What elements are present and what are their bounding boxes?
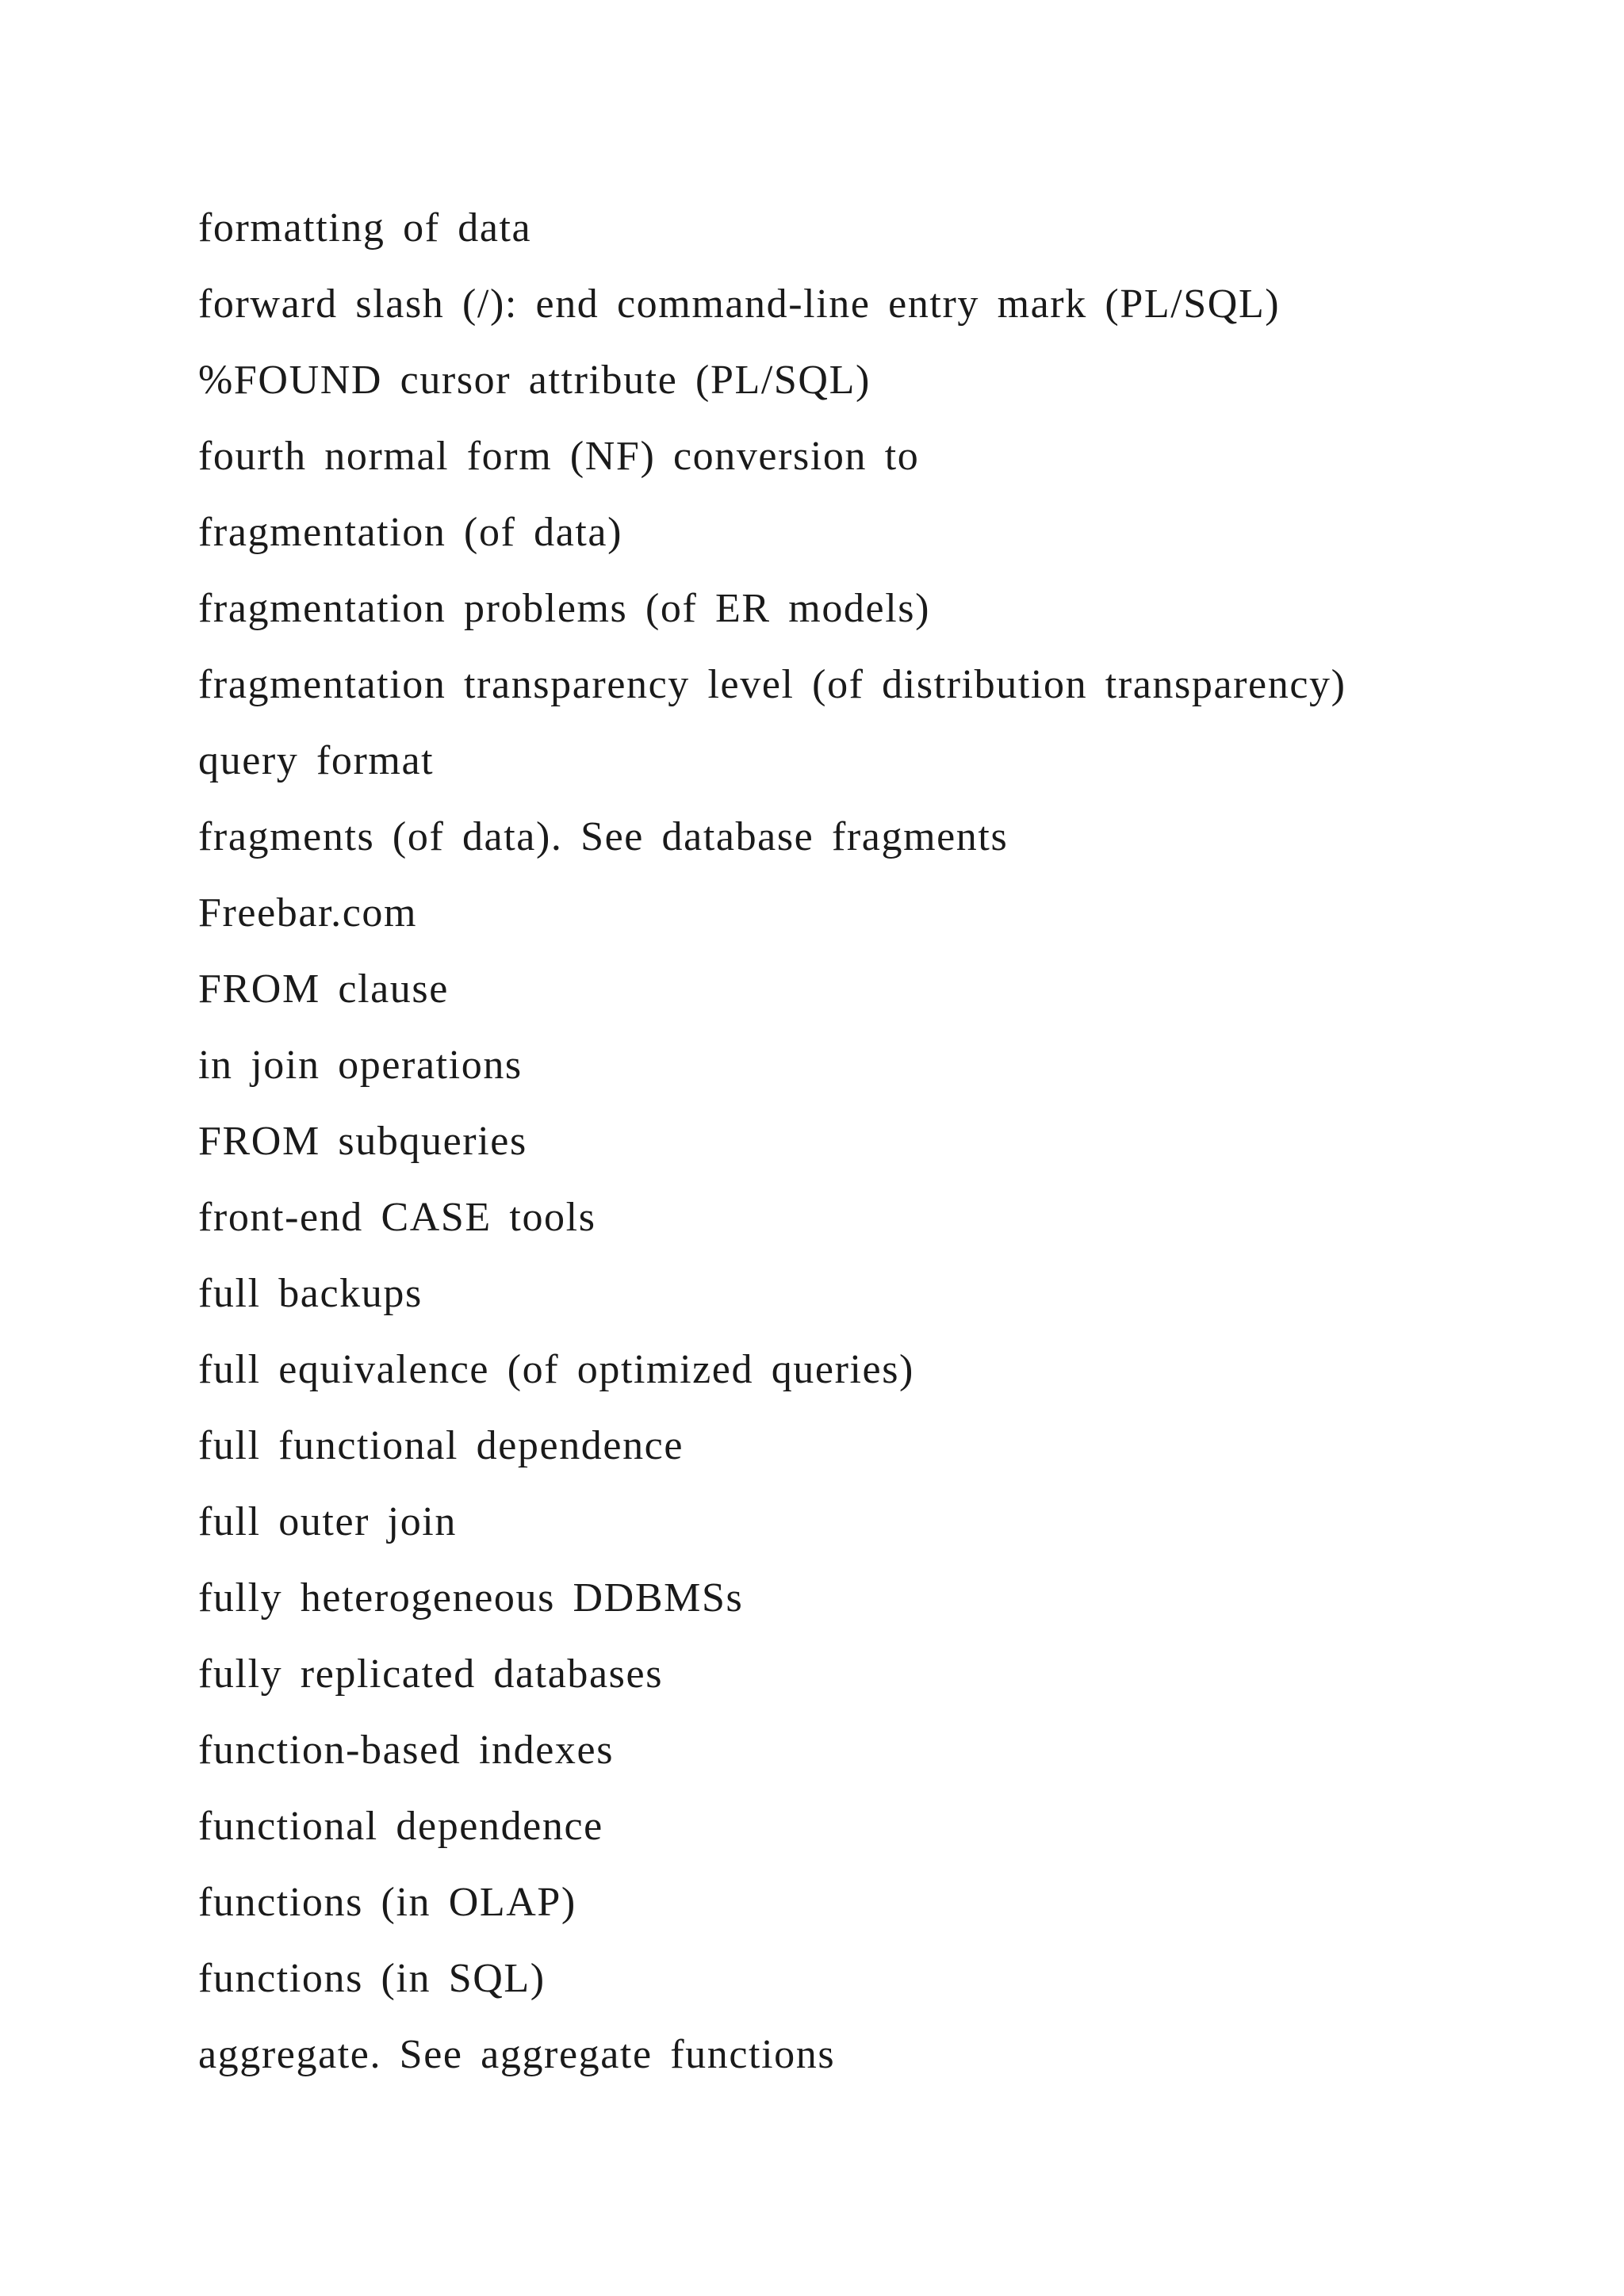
index-entry: fragmentation (of data) xyxy=(198,510,623,555)
index-entry: fully replicated databases xyxy=(198,1651,664,1697)
index-entry: forward slash (/): end command-line entry mark (PL/SQL) xyxy=(198,281,1281,327)
index-entry: full functional dependence xyxy=(198,1423,684,1468)
index-entry: %FOUND cursor attribute (PL/SQL) xyxy=(198,358,871,403)
index-entry: fully heterogeneous DDBMSs xyxy=(198,1575,744,1621)
index-entry: function-based indexes xyxy=(198,1728,615,1773)
index-entry: functions (in OLAP) xyxy=(198,1880,576,1925)
index-entry: FROM subqueries xyxy=(198,1119,527,1164)
index-list xyxy=(198,190,1546,2093)
index-entry: full outer join xyxy=(198,1499,457,1544)
index-entry: FROM clause xyxy=(198,966,449,1012)
index-entry: front-end CASE tools xyxy=(198,1195,596,1240)
index-entry: Freebar.com xyxy=(198,890,418,936)
index-entry: query format xyxy=(198,738,435,783)
index-entry: functions (in SQL) xyxy=(198,1956,546,2001)
index-entry: in join operations xyxy=(198,1043,523,1088)
index-entry: functional dependence xyxy=(198,1804,603,1849)
index-entry: full backups xyxy=(198,1271,423,1316)
index-entry: full equivalence (of optimized queries) xyxy=(198,1347,914,1392)
index-entry: aggregate. See aggregate functions xyxy=(198,2032,836,2077)
index-entry: formatting of data xyxy=(198,205,532,251)
index-entry: fourth normal form (NF) conversion to xyxy=(198,434,920,479)
index-entry: fragmentation transparency level (of distribution transparency) xyxy=(198,662,1346,707)
index-entry: fragmentation problems (of ER models) xyxy=(198,586,930,631)
index-entry: fragments (of data). See database fragments xyxy=(198,814,1009,859)
